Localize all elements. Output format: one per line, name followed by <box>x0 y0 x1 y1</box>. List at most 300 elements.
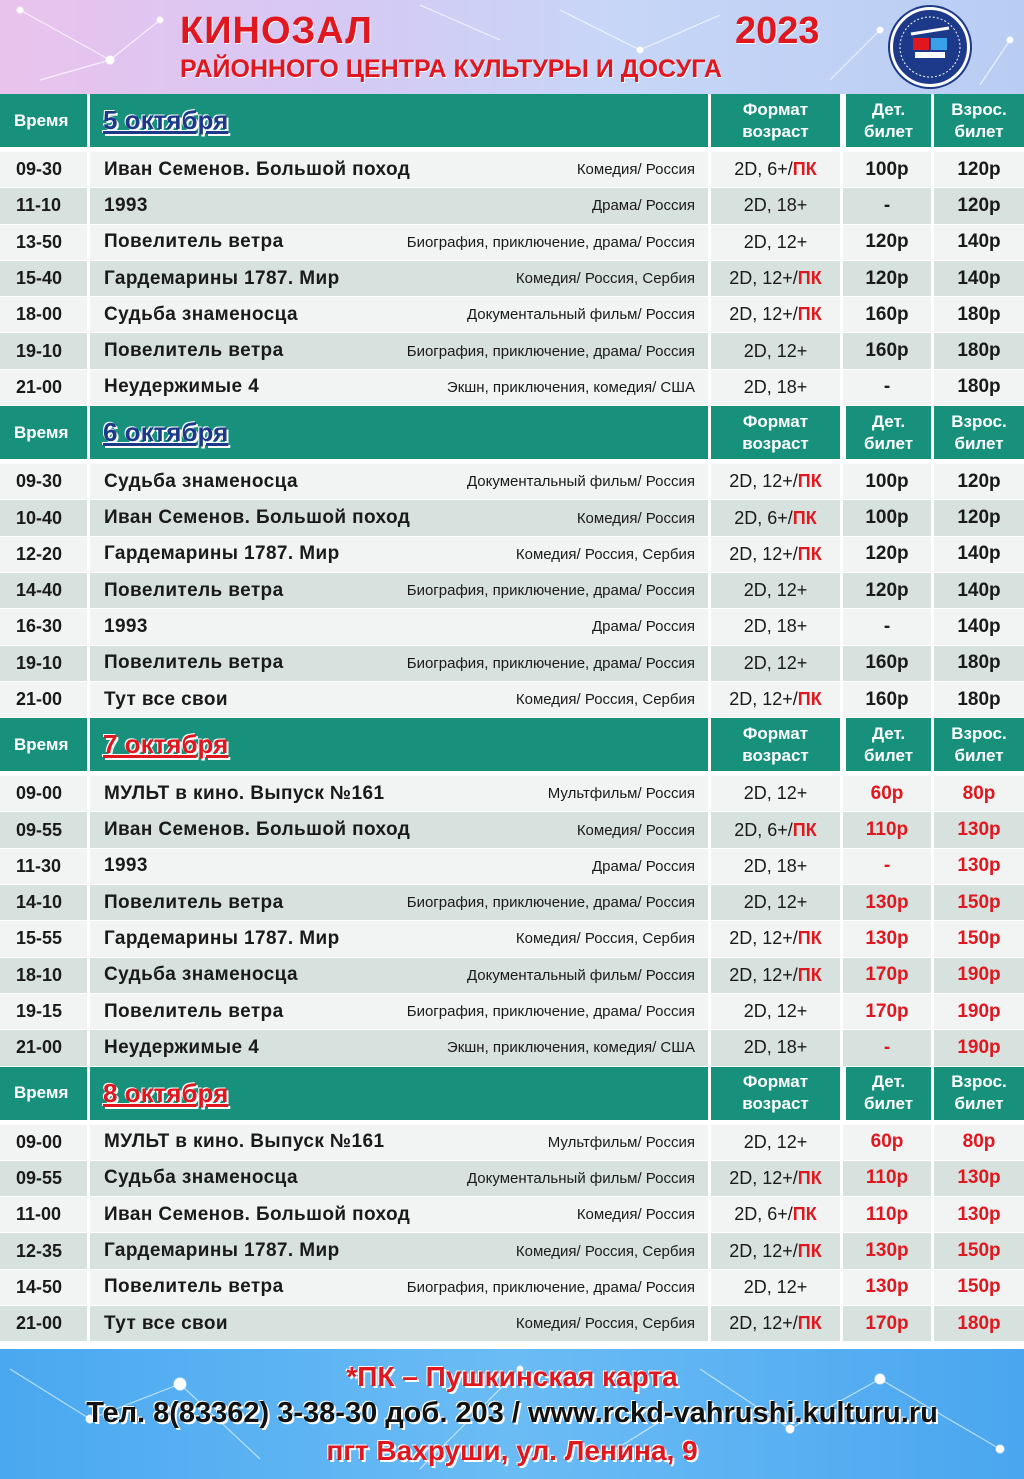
film-cell <box>90 537 708 572</box>
time-column-header: Время <box>0 406 90 459</box>
adult-price: 180р <box>957 303 1001 325</box>
format-cell <box>708 1233 843 1268</box>
adult-price: 130р <box>957 819 1001 841</box>
adult-price: 130р <box>957 855 1001 877</box>
table-row <box>0 776 1024 812</box>
film-title: Неудержимые 4 <box>104 1036 260 1058</box>
film-genre: Мультфильм/ Россия <box>547 1133 695 1151</box>
day-title: 7 октября <box>103 729 229 760</box>
film-cell <box>90 370 708 405</box>
page-title: КИНОЗАЛ <box>180 10 373 52</box>
time-column-header: Время <box>0 718 90 771</box>
day-title: 8 октября <box>103 1077 229 1108</box>
table-row <box>0 188 1024 224</box>
format-age: 2D, 12+/ <box>729 964 798 985</box>
film-cell <box>90 297 708 332</box>
time-column-header: Время <box>0 1067 90 1120</box>
adult-header-line2: билет <box>954 121 1004 141</box>
pushkin-card-mark: ПК <box>797 304 822 325</box>
format-age: 2D, 12+/ <box>729 268 798 289</box>
adult-header-line2: билет <box>954 745 1004 765</box>
child-price: 110р <box>843 812 934 847</box>
format-cell <box>708 885 843 920</box>
pushkin-card-mark: ПК <box>797 1240 822 1261</box>
pushkin-card-mark: ПК <box>792 507 817 528</box>
day-header <box>0 94 1024 152</box>
film-cell <box>90 1161 708 1196</box>
table-row <box>0 921 1024 957</box>
format-cell <box>708 609 843 644</box>
child-price: 120р <box>843 261 934 296</box>
film-title: Иван Семенов. Большой поход <box>104 507 411 529</box>
show-time: 18-00 <box>0 297 90 332</box>
format-age: 2D, 12+ <box>743 340 808 361</box>
table-row <box>0 1125 1024 1161</box>
child-price: 170р <box>843 994 934 1029</box>
format-age: 2D, 12+/ <box>729 1240 798 1261</box>
format-column-header <box>708 94 843 147</box>
format-age: 2D, 6+/ <box>734 159 793 180</box>
child-price: 130р <box>843 1270 934 1305</box>
film-genre: Биография, приключение, драма/ Россия <box>406 582 695 600</box>
adult-price: 140р <box>957 579 1001 601</box>
child-price: 110р <box>843 1161 934 1196</box>
film-genre: Комедия/ Россия, Сербия <box>515 930 695 948</box>
child-header-line1: Дет. <box>871 411 906 431</box>
table-row <box>0 994 1024 1030</box>
table-row <box>0 152 1024 188</box>
format-cell <box>708 1270 843 1305</box>
table-row <box>0 1161 1024 1197</box>
format-age: 2D, 12+/ <box>729 689 798 709</box>
day-title: 6 октября <box>103 417 229 448</box>
pushkin-card-mark: ПК <box>797 1167 822 1188</box>
child-price: 100р <box>843 500 934 535</box>
child-price: 120р <box>843 225 934 260</box>
format-age: 2D, 6+/ <box>734 507 793 528</box>
adult-price: 120р <box>957 470 1001 492</box>
child-price: 170р <box>843 1306 934 1341</box>
show-time: 09-30 <box>0 152 90 187</box>
film-genre: Комедия/ Россия, Сербия <box>515 1315 695 1333</box>
day-header <box>0 718 1024 776</box>
film-genre: Биография, приключение, драма/ Россия <box>406 894 695 912</box>
adult-ticket-column-header <box>934 718 1024 771</box>
child-price: - <box>843 188 934 223</box>
format-age: 2D, 18+ <box>743 1037 808 1058</box>
child-ticket-column-header <box>843 94 934 147</box>
film-genre: Биография, приключение, драма/ Россия <box>406 342 695 360</box>
film-cell <box>90 609 708 644</box>
film-genre: Биография, приключение, драма/ Россия <box>406 1278 695 1296</box>
adult-price: 140р <box>957 615 1001 637</box>
show-time: 18-10 <box>0 958 90 993</box>
film-genre: Документальный фильм/ Россия <box>466 473 695 491</box>
adult-price: 140р <box>957 267 1001 289</box>
format-age: 2D, 12+ <box>743 1001 808 1022</box>
format-column-header <box>708 1067 843 1120</box>
pk-note: *ПК – Пушкинская карта <box>346 1361 678 1392</box>
format-header-line2: возраст <box>742 745 809 765</box>
schedule-table <box>0 94 1024 1342</box>
child-price: 60р <box>843 1125 934 1160</box>
pushkin-card-mark: ПК <box>797 1313 822 1334</box>
film-title: МУЛЬТ в кино. Выпуск №161 <box>104 782 385 804</box>
film-genre: Биография, приключение, драма/ Россия <box>406 233 695 251</box>
show-time: 12-20 <box>0 537 90 572</box>
table-row <box>0 500 1024 536</box>
child-price: 100р <box>843 464 934 499</box>
child-price: 100р <box>843 152 934 187</box>
film-cell <box>90 994 708 1029</box>
format-cell <box>708 1197 843 1232</box>
table-row <box>0 1233 1024 1269</box>
film-cell <box>90 1233 708 1268</box>
child-header-line2: билет <box>863 745 914 765</box>
format-cell <box>708 573 843 608</box>
format-header-line2: возраст <box>742 121 809 141</box>
film-genre: Экшн, приключения, комедия/ США <box>446 378 695 396</box>
child-price: 120р <box>843 537 934 572</box>
adult-price: 140р <box>957 543 1001 565</box>
film-cell <box>90 1125 708 1160</box>
day-title: 5 октября <box>103 105 229 135</box>
pushkin-card-mark: ПК <box>792 819 817 840</box>
film-genre: Комедия/ Россия, Сербия <box>515 691 695 708</box>
film-genre: Мультфильм/ Россия <box>547 785 695 803</box>
film-genre: Драма/ Россия <box>591 618 695 636</box>
child-price: 130р <box>843 921 934 956</box>
film-cell <box>90 776 708 811</box>
child-price: - <box>843 609 934 644</box>
format-age: 2D, 6+/ <box>734 819 793 840</box>
format-age: 2D, 12+/ <box>729 1167 798 1188</box>
format-age: 2D, 12+ <box>743 652 808 673</box>
child-price: 110р <box>843 1197 934 1232</box>
day-title-cell <box>90 1067 708 1120</box>
child-price: 160р <box>843 297 934 332</box>
adult-header-line2: билет <box>954 433 1004 453</box>
film-cell <box>90 885 708 920</box>
day-header <box>0 406 1024 464</box>
adult-price: 130р <box>957 1167 1001 1189</box>
pushkin-card-mark: ПК <box>797 964 822 985</box>
format-cell <box>708 152 843 187</box>
adult-header-line1: Взрос. <box>951 99 1007 119</box>
adult-price: 180р <box>957 688 1001 710</box>
film-genre: Документальный фильм/ Россия <box>466 306 695 324</box>
table-row <box>0 958 1024 994</box>
film-cell <box>90 261 708 296</box>
format-header-line1: Формат <box>742 723 809 743</box>
film-cell <box>90 333 708 368</box>
format-cell <box>708 261 843 296</box>
pushkin-card-mark: ПК <box>792 1204 817 1225</box>
film-cell <box>90 1030 708 1065</box>
table-row <box>0 297 1024 333</box>
child-ticket-column-header <box>843 1067 934 1120</box>
child-price: - <box>843 849 934 884</box>
film-title: Иван Семенов. Большой поход <box>104 819 411 841</box>
pushkin-card-mark: ПК <box>792 159 817 180</box>
format-cell <box>708 297 843 332</box>
cinema-logo-icon <box>890 7 970 87</box>
child-price: 160р <box>843 682 934 717</box>
show-time: 21-00 <box>0 1030 90 1065</box>
film-cell <box>90 1270 708 1305</box>
adult-ticket-column-header <box>934 1067 1024 1120</box>
format-age: 2D, 18+ <box>743 616 808 637</box>
show-time: 09-55 <box>0 812 90 847</box>
format-age: 2D, 12+/ <box>729 1313 798 1334</box>
adult-price: 120р <box>957 158 1001 180</box>
adult-price: 150р <box>957 927 1001 949</box>
format-cell <box>708 333 843 368</box>
pushkin-card-mark: ПК <box>797 268 822 289</box>
table-row <box>0 537 1024 573</box>
format-cell <box>708 1125 843 1160</box>
format-cell <box>708 1030 843 1065</box>
child-header-line1: Дет. <box>871 1072 906 1092</box>
film-cell <box>90 464 708 499</box>
film-genre: Комедия/ Россия, Сербия <box>515 545 695 563</box>
show-time: 10-40 <box>0 500 90 535</box>
child-header-line1: Дет. <box>871 99 906 119</box>
adult-price: 120р <box>957 194 1001 216</box>
film-genre: Комедия/ Россия <box>576 1206 695 1224</box>
table-row <box>0 464 1024 500</box>
film-genre: Комедия/ Россия <box>576 161 695 179</box>
format-cell <box>708 682 843 717</box>
show-time: 21-00 <box>0 370 90 405</box>
day-title-cell <box>90 406 708 459</box>
film-genre: Драма/ Россия <box>591 857 695 875</box>
film-title: Повелитель ветра <box>104 652 284 674</box>
format-cell <box>708 921 843 956</box>
title-year: 2023 <box>735 10 820 52</box>
child-ticket-column-header <box>843 406 934 459</box>
film-title: Гардемарины 1787. Мир <box>104 1240 340 1262</box>
child-header-line1: Дет. <box>871 723 906 743</box>
format-cell <box>708 646 843 681</box>
format-age: 2D, 18+ <box>743 855 808 876</box>
film-genre: Биография, приключение, драма/ Россия <box>406 1003 695 1021</box>
show-time: 14-10 <box>0 885 90 920</box>
film-title: 1993 <box>104 615 148 637</box>
show-time: 19-10 <box>0 646 90 681</box>
table-row <box>0 333 1024 369</box>
format-cell <box>708 1306 843 1341</box>
film-title: МУЛЬТ в кино. Выпуск №161 <box>104 1131 385 1153</box>
format-cell <box>708 188 843 223</box>
pushkin-card-mark: ПК <box>797 689 822 709</box>
adult-price: 190р <box>957 1000 1001 1022</box>
format-header-line1: Формат <box>742 411 809 431</box>
table-row <box>0 225 1024 261</box>
film-title: Повелитель ветра <box>104 1276 284 1298</box>
show-time: 14-40 <box>0 573 90 608</box>
film-genre: Комедия/ Россия <box>576 509 695 527</box>
format-age: 2D, 12+ <box>743 892 808 913</box>
child-header-line2: билет <box>863 1094 914 1114</box>
format-age: 2D, 12+/ <box>729 471 798 492</box>
format-age: 2D, 6+/ <box>734 1204 793 1225</box>
pushkin-card-mark: ПК <box>797 928 822 949</box>
show-time: 14-50 <box>0 1270 90 1305</box>
table-row <box>0 261 1024 297</box>
format-age: 2D, 18+ <box>743 376 808 397</box>
film-title: Судьба знаменосца <box>104 964 298 986</box>
format-cell <box>708 464 843 499</box>
format-header-line2: возраст <box>742 433 809 453</box>
adult-price: 140р <box>957 231 1001 253</box>
film-title: Иван Семенов. Большой поход <box>104 1203 411 1225</box>
page-subtitle: РАЙОННОГО ЦЕНТРА КУЛЬТУРЫ И ДОСУГА <box>180 55 722 83</box>
film-genre: Экшн, приключения, комедия/ США <box>446 1039 695 1057</box>
show-time: 19-10 <box>0 333 90 368</box>
show-time: 15-55 <box>0 921 90 956</box>
show-time: 21-00 <box>0 1306 90 1341</box>
format-age: 2D, 12+ <box>743 1131 808 1152</box>
child-price: 170р <box>843 958 934 993</box>
table-row <box>0 370 1024 406</box>
format-column-header <box>708 406 843 459</box>
format-cell <box>708 776 843 811</box>
child-price: 160р <box>843 646 934 681</box>
child-price: 130р <box>843 1233 934 1268</box>
show-time: 11-10 <box>0 188 90 223</box>
table-row <box>0 573 1024 609</box>
film-title: 1993 <box>104 855 148 877</box>
day-title-cell <box>90 94 708 147</box>
format-header-line1: Формат <box>742 99 809 119</box>
film-genre: Комедия/ Россия <box>576 821 695 839</box>
adult-price: 80р <box>962 782 996 804</box>
contacts-line: Тел. 8(83362) 3-38-30 доб. 203 / www.rckd-vahrushi.kulturu.ru <box>86 1397 938 1429</box>
film-title: Гардемарины 1787. Мир <box>104 267 340 289</box>
address-line: пгт Вахруши, ул. Ленина, 9 <box>326 1435 698 1466</box>
format-age: 2D, 12+ <box>743 580 808 601</box>
child-ticket-column-header <box>843 718 934 771</box>
table-row <box>0 1030 1024 1066</box>
adult-price: 80р <box>962 1131 996 1153</box>
film-title: Повелитель ветра <box>104 891 284 913</box>
adult-price: 150р <box>957 1276 1001 1298</box>
child-price: 160р <box>843 333 934 368</box>
adult-ticket-column-header <box>934 94 1024 147</box>
film-cell <box>90 812 708 847</box>
format-header-line2: возраст <box>742 1094 809 1114</box>
table-row <box>0 609 1024 645</box>
time-column-header: Время <box>0 94 90 147</box>
show-time: 09-30 <box>0 464 90 499</box>
film-title: 1993 <box>104 194 148 216</box>
adult-price: 150р <box>957 1240 1001 1262</box>
format-cell <box>708 958 843 993</box>
format-cell <box>708 1161 843 1196</box>
film-cell <box>90 958 708 993</box>
film-title: Неудержимые 4 <box>104 376 260 398</box>
format-column-header <box>708 718 843 771</box>
format-cell <box>708 370 843 405</box>
format-age: 2D, 18+ <box>743 195 808 216</box>
table-row <box>0 849 1024 885</box>
film-title: Тут все свои <box>104 1312 228 1334</box>
film-genre: Документальный фильм/ Россия <box>466 1169 695 1187</box>
format-cell <box>708 812 843 847</box>
film-title: Гардемарины 1787. Мир <box>104 543 340 565</box>
day-title-cell <box>90 718 708 771</box>
day-header <box>0 1067 1024 1125</box>
table-row <box>0 682 1024 718</box>
film-cell <box>90 500 708 535</box>
show-time: 21-00 <box>0 682 90 717</box>
child-price: - <box>843 1030 934 1065</box>
film-genre: Комедия/ Россия, Сербия <box>515 270 695 288</box>
film-cell <box>90 1197 708 1232</box>
show-time: 09-00 <box>0 1125 90 1160</box>
format-cell <box>708 537 843 572</box>
format-age: 2D, 12+ <box>743 231 808 252</box>
table-row <box>0 646 1024 682</box>
table-row <box>0 885 1024 921</box>
format-header-line1: Формат <box>742 1072 809 1092</box>
film-title: Повелитель ветра <box>104 579 284 601</box>
child-price: 120р <box>843 573 934 608</box>
child-price: 130р <box>843 885 934 920</box>
table-row <box>0 1270 1024 1306</box>
adult-header-line2: билет <box>954 1094 1004 1114</box>
film-title: Судьба знаменосца <box>104 303 298 325</box>
film-title: Судьба знаменосца <box>104 470 298 492</box>
pushkin-card-mark: ПК <box>797 471 822 492</box>
adult-price: 150р <box>957 891 1001 913</box>
film-cell <box>90 921 708 956</box>
film-cell <box>90 573 708 608</box>
film-cell <box>90 849 708 884</box>
table-row <box>0 1197 1024 1233</box>
show-time: 09-55 <box>0 1161 90 1196</box>
show-time: 12-35 <box>0 1233 90 1268</box>
format-age: 2D, 12+/ <box>729 928 798 949</box>
adult-price: 180р <box>957 652 1001 674</box>
film-cell <box>90 188 708 223</box>
film-title: Иван Семенов. Большой поход <box>104 158 411 180</box>
format-cell <box>708 225 843 260</box>
film-cell <box>90 1306 708 1341</box>
adult-price: 180р <box>957 340 1001 362</box>
film-genre: Комедия/ Россия, Сербия <box>515 1242 695 1260</box>
adult-price: 190р <box>957 964 1001 986</box>
page-footer <box>0 1349 1024 1479</box>
child-header-line2: билет <box>863 121 914 141</box>
film-title: Тут все свои <box>104 688 228 710</box>
show-time: 19-15 <box>0 994 90 1029</box>
film-title: Повелитель ветра <box>104 340 284 362</box>
table-row <box>0 812 1024 848</box>
show-time: 11-30 <box>0 849 90 884</box>
film-genre: Документальный фильм/ Россия <box>466 966 695 984</box>
child-price: - <box>843 370 934 405</box>
table-row <box>0 1306 1024 1342</box>
page-header <box>0 0 1024 94</box>
film-genre: Биография, приключение, драма/ Россия <box>406 654 695 672</box>
show-time: 15-40 <box>0 261 90 296</box>
film-title: Гардемарины 1787. Мир <box>104 927 340 949</box>
film-title: Судьба знаменосца <box>104 1167 298 1189</box>
adult-header-line1: Взрос. <box>951 1072 1007 1092</box>
format-age: 2D, 12+ <box>743 783 808 804</box>
